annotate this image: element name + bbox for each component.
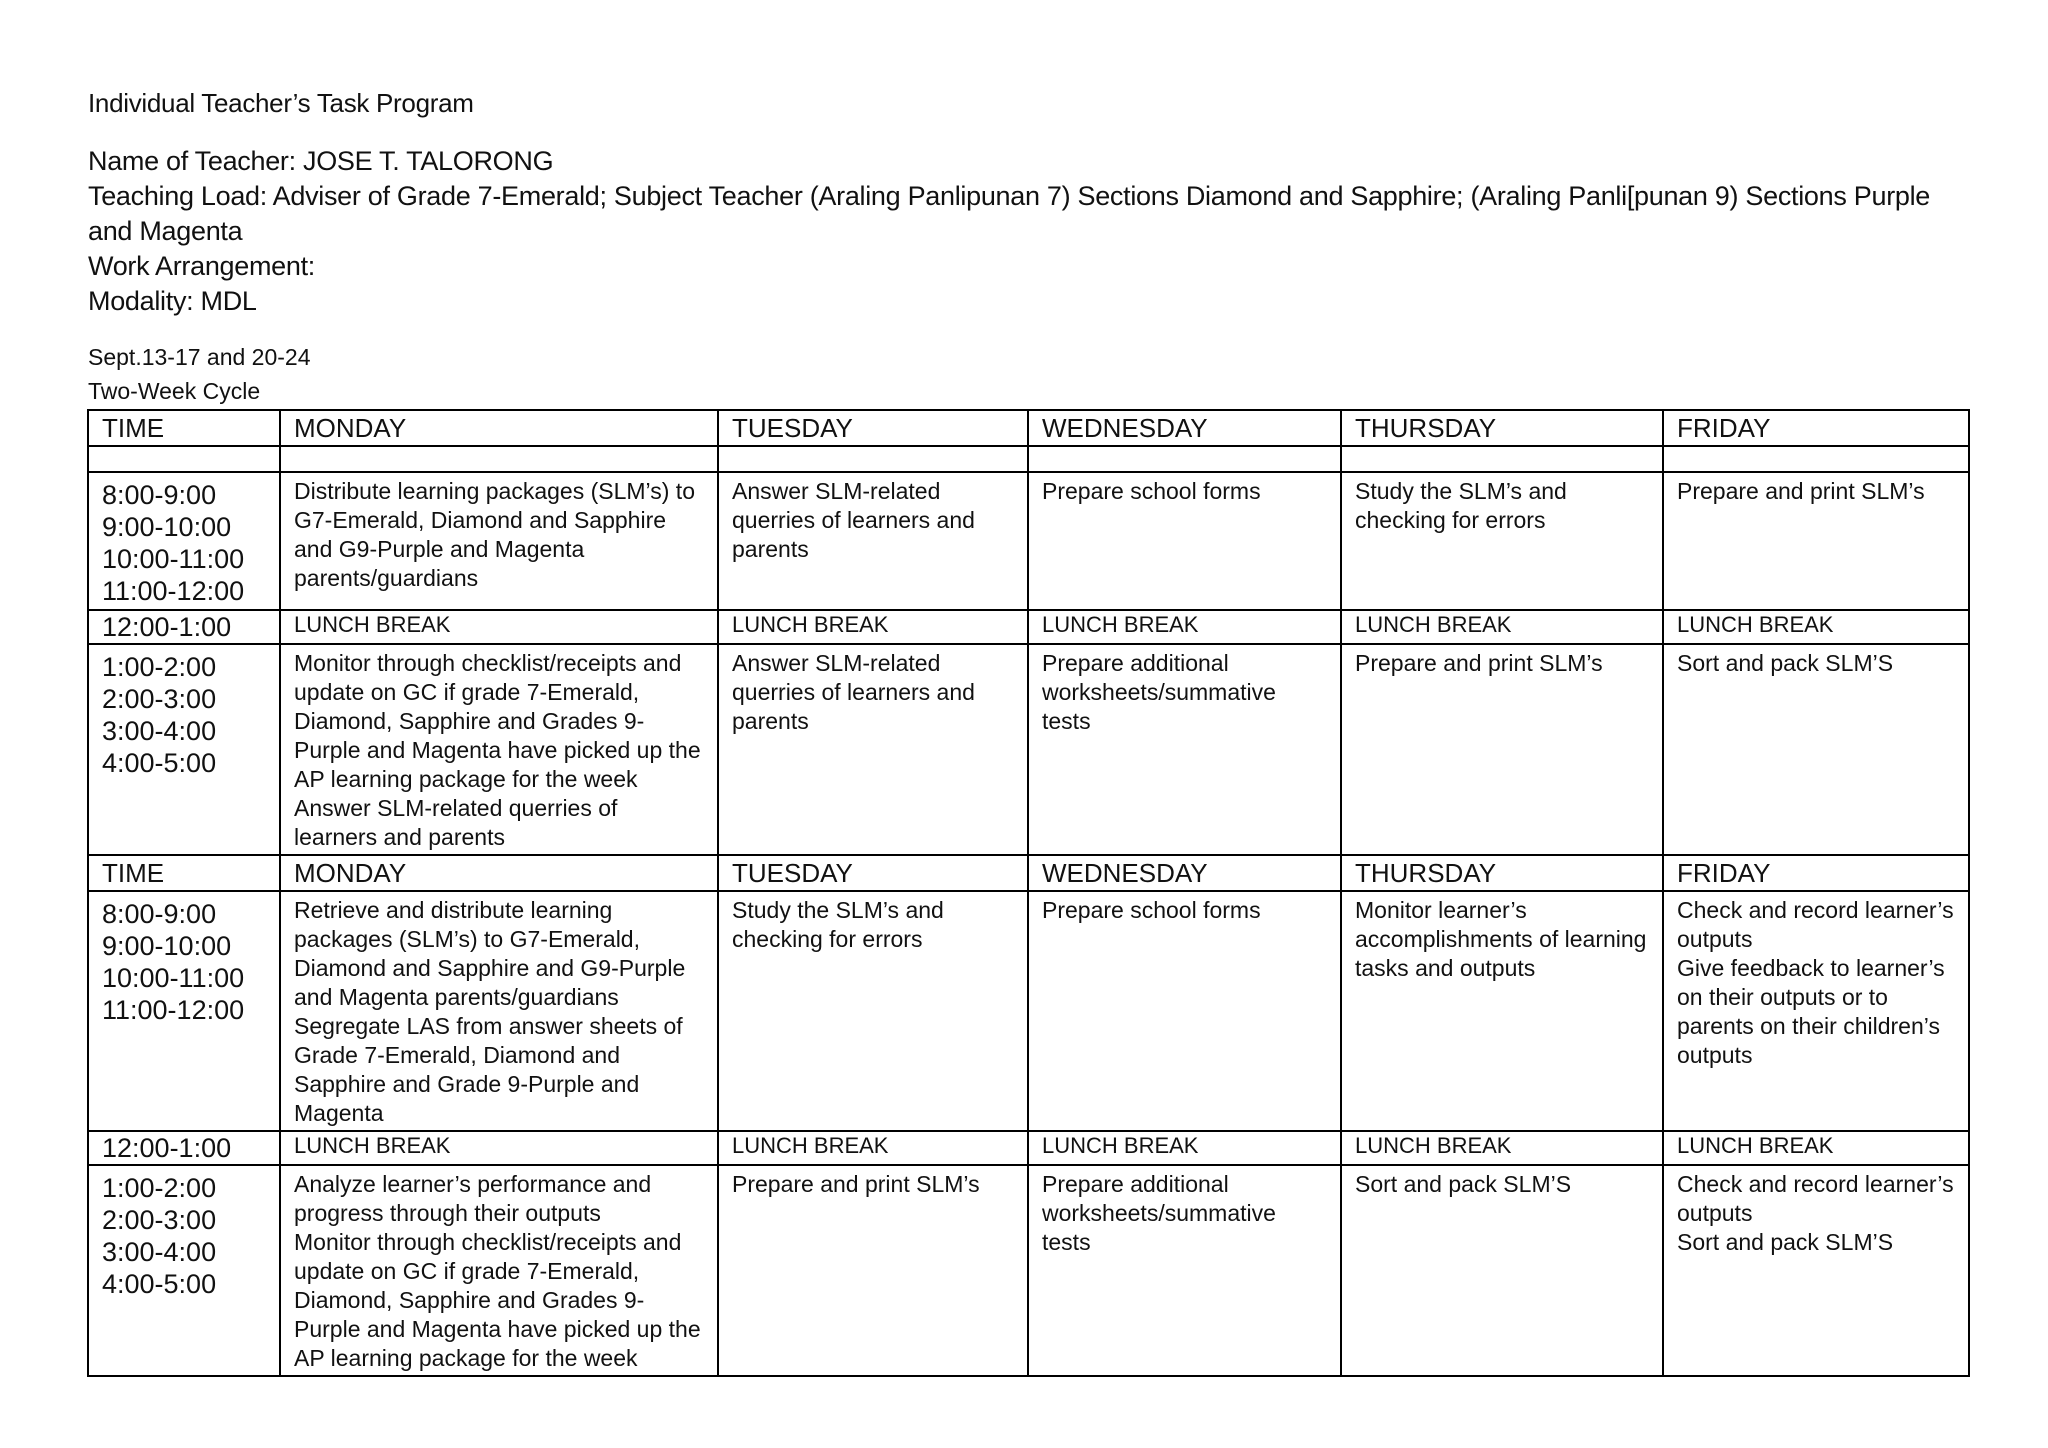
teaching-load: Teaching Load: Adviser of Grade 7-Emerald; Subject Teacher (Araling Panlipunan 7) Sections Diamond and Sapphire; (Araling Panli[punan 9) Sections Purple and Magenta xyxy=(88,181,1931,246)
task-cell xyxy=(1663,1165,1969,1376)
task-line: Check and record learner’s outputs xyxy=(1677,897,1954,952)
time-slot: 4:00-5:00 xyxy=(102,748,217,778)
blank-cell xyxy=(88,446,280,472)
header-thursday: THURSDAY xyxy=(1341,410,1663,446)
time-slot: 3:00-4:00 xyxy=(102,716,217,746)
time-slot: 9:00-10:00 xyxy=(102,512,232,542)
blank-cell xyxy=(1341,446,1663,472)
task-cell: Prepare additional worksheets/summative tests xyxy=(1028,644,1341,855)
task-cell xyxy=(1663,891,1969,1131)
time-slot: 3:00-4:00 xyxy=(102,1237,217,1267)
lunch-time: 12:00-1:00 xyxy=(88,1131,280,1165)
task-line: Segregate LAS from answer sheets of Grade 7-Emerald, Diamond and Sapphire and Grade 9-Purple and Magenta xyxy=(294,1013,683,1126)
table-row xyxy=(88,472,1969,610)
task-cell: Study the SLM’s and checking for errors xyxy=(1341,472,1663,610)
table-row xyxy=(88,644,1969,855)
task-cell: Prepare school forms xyxy=(1028,891,1341,1131)
task-cell: Prepare school forms xyxy=(1028,472,1341,610)
lunch-cell: LUNCH BREAK xyxy=(1663,610,1969,644)
task-cell xyxy=(280,644,718,855)
task-cell: Prepare and print SLM’s xyxy=(1341,644,1663,855)
time-slot: 1:00-2:00 xyxy=(102,1173,217,1203)
lunch-row xyxy=(88,610,1969,644)
time-slot: 10:00-11:00 xyxy=(102,544,245,574)
task-cell: Sort and pack SLM’S xyxy=(1341,1165,1663,1376)
task-cell: Prepare and print SLM’s xyxy=(1663,472,1969,610)
task-cell: Study the SLM’s and checking for errors xyxy=(718,891,1028,1131)
blank-cell xyxy=(280,446,718,472)
lunch-cell: LUNCH BREAK xyxy=(1028,610,1341,644)
task-line: Answer SLM-related querries of learners and parents xyxy=(294,795,618,850)
header-friday: FRIDAY xyxy=(1663,410,1969,446)
header-tuesday: TUESDAY xyxy=(718,410,1028,446)
header-monday: MONDAY xyxy=(280,855,718,891)
task-cell: Prepare and print SLM’s xyxy=(718,1165,1028,1376)
schedule-table xyxy=(87,409,1970,1377)
lunch-row xyxy=(88,1131,1969,1165)
table-row xyxy=(88,891,1969,1131)
blank-cell xyxy=(1028,446,1341,472)
time-cell xyxy=(88,1165,280,1376)
schedule-cycle: Two-Week Cycle xyxy=(88,378,261,404)
time-slot: 2:00-3:00 xyxy=(102,684,217,714)
blank-row xyxy=(88,446,1969,472)
task-line: Check and record learner’s outputs xyxy=(1677,1171,1954,1226)
work-arrangement: Work Arrangement: xyxy=(88,251,315,281)
task-cell xyxy=(280,1165,718,1376)
document-title: Individual Teacher’s Task Program xyxy=(88,88,474,118)
header-wednesday: WEDNESDAY xyxy=(1028,855,1341,891)
time-slot: 8:00-9:00 xyxy=(102,899,217,929)
time-slot: 2:00-3:00 xyxy=(102,1205,217,1235)
task-cell: Answer SLM-related querries of learners and parents xyxy=(718,644,1028,855)
header-tuesday: TUESDAY xyxy=(718,855,1028,891)
lunch-cell: LUNCH BREAK xyxy=(718,1131,1028,1165)
header-friday: FRIDAY xyxy=(1663,855,1969,891)
header-time: TIME xyxy=(88,855,280,891)
lunch-cell: LUNCH BREAK xyxy=(1028,1131,1341,1165)
teacher-info xyxy=(88,144,1968,319)
time-slot: 8:00-9:00 xyxy=(102,480,217,510)
header-thursday: THURSDAY xyxy=(1341,855,1663,891)
lunch-cell: LUNCH BREAK xyxy=(280,610,718,644)
schedule-dates: Sept.13-17 and 20-24 xyxy=(88,344,311,370)
task-line: Analyze learner’s performance and progress through their outputs xyxy=(294,1171,652,1226)
task-line: Give feedback to learner’s on their outputs or to parents on their children’s outputs xyxy=(1677,955,1945,1068)
blank-cell xyxy=(1663,446,1969,472)
table-header-row xyxy=(88,410,1969,446)
lunch-cell: LUNCH BREAK xyxy=(280,1131,718,1165)
table-row xyxy=(88,1165,1969,1376)
modality: Modality: MDL xyxy=(88,286,257,316)
task-cell: Prepare additional worksheets/summative tests xyxy=(1028,1165,1341,1376)
task-cell: Distribute learning packages (SLM’s) to G7-Emerald, Diamond and Sapphire and G9-Purple and Magenta parents/guardians xyxy=(280,472,718,610)
task-cell xyxy=(280,891,718,1131)
header-wednesday: WEDNESDAY xyxy=(1028,410,1341,446)
time-slot: 11:00-12:00 xyxy=(102,995,245,1025)
time-slot: 4:00-5:00 xyxy=(102,1269,217,1299)
header-monday: MONDAY xyxy=(280,410,718,446)
time-slot: 10:00-11:00 xyxy=(102,963,245,993)
task-line: Retrieve and distribute learning packages (SLM’s) to G7-Emerald, Diamond and Sapphire and G9-Purple and Magenta parents/guardians xyxy=(294,897,686,1010)
task-line: Sort and pack SLM’S xyxy=(1677,1229,1894,1255)
time-cell xyxy=(88,891,280,1131)
lunch-cell: LUNCH BREAK xyxy=(1341,610,1663,644)
time-cell xyxy=(88,644,280,855)
header-time: TIME xyxy=(88,410,280,446)
lunch-cell: LUNCH BREAK xyxy=(718,610,1028,644)
table-header-row xyxy=(88,855,1969,891)
time-cell xyxy=(88,472,280,610)
task-cell: Monitor learner’s accomplishments of learning tasks and outputs xyxy=(1341,891,1663,1131)
task-cell: Sort and pack SLM’S xyxy=(1663,644,1969,855)
lunch-cell: LUNCH BREAK xyxy=(1663,1131,1969,1165)
schedule-meta xyxy=(88,340,311,408)
teacher-name: Name of Teacher: JOSE T. TALORONG xyxy=(88,146,554,176)
time-slot: 11:00-12:00 xyxy=(102,576,245,606)
time-slot: 1:00-2:00 xyxy=(102,652,217,682)
time-slot: 9:00-10:00 xyxy=(102,931,232,961)
lunch-cell: LUNCH BREAK xyxy=(1341,1131,1663,1165)
lunch-time: 12:00-1:00 xyxy=(88,610,280,644)
task-line: Monitor through checklist/receipts and update on GC if grade 7-Emerald, Diamond, Sapphire and Grades 9-Purple and Magenta have picked up the AP learning package for the week xyxy=(294,1229,701,1371)
blank-cell xyxy=(718,446,1028,472)
task-line: Monitor through checklist/receipts and update on GC if grade 7-Emerald, Diamond, Sapphire and Grades 9-Purple and Magenta have picked up the AP learning package for the week xyxy=(294,650,701,792)
task-cell: Answer SLM-related querries of learners and parents xyxy=(718,472,1028,610)
